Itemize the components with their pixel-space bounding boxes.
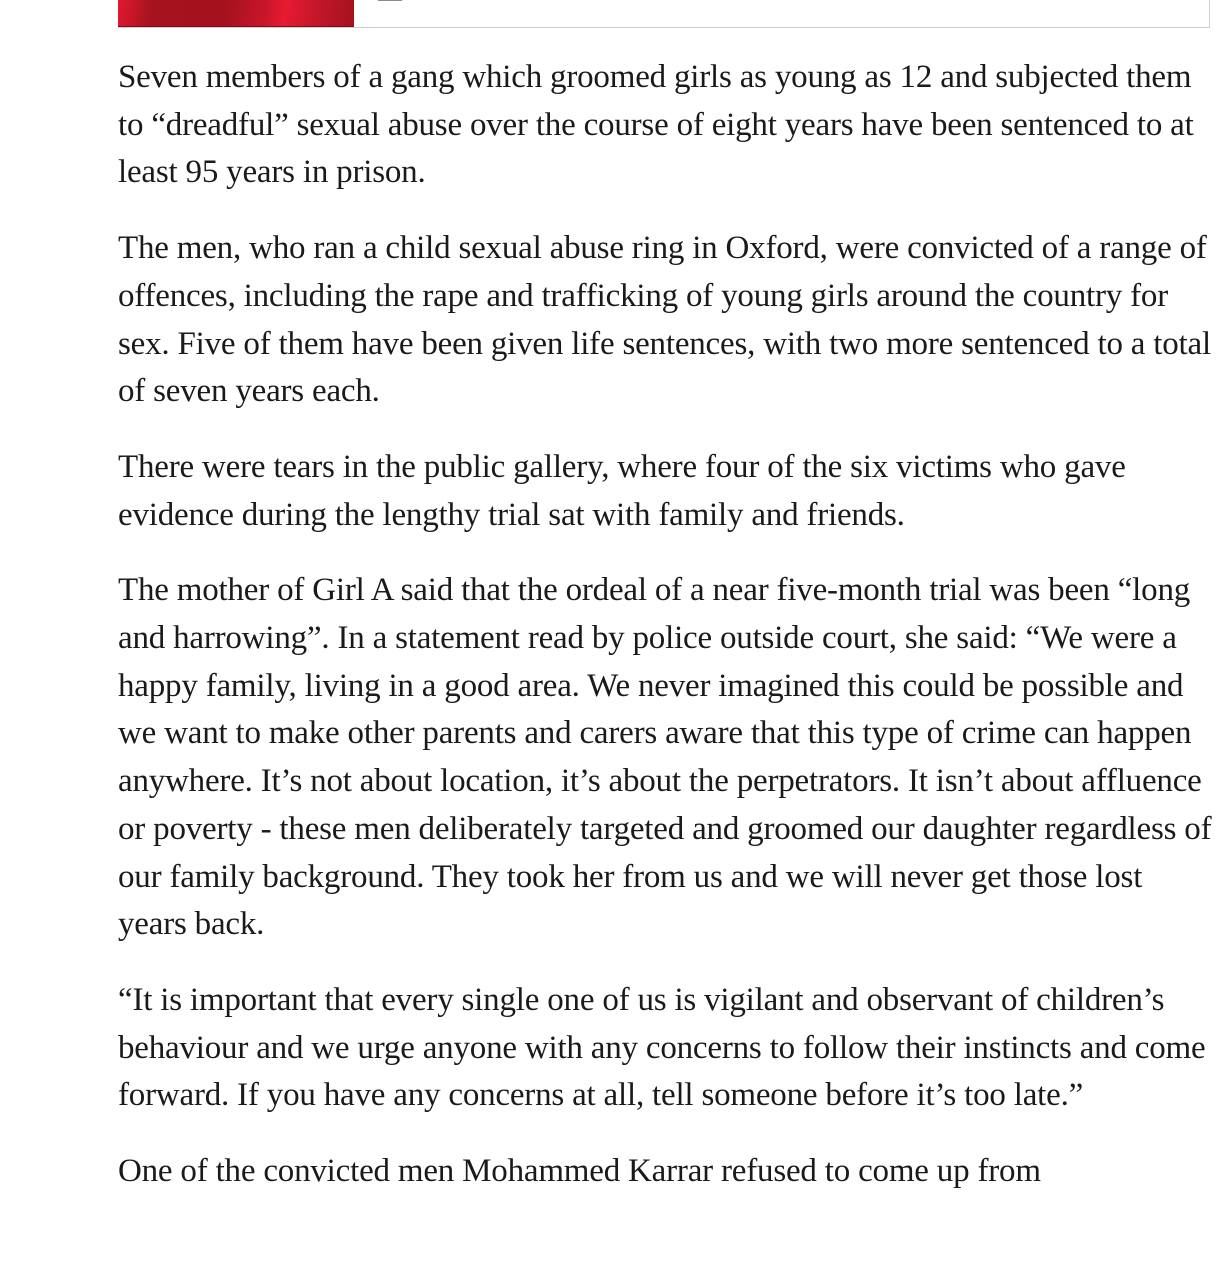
red-banner-image <box>118 0 354 27</box>
article-paragraph: The men, who ran a child sexual abuse ring in Oxford, were convicted of a range of offences, including the rape and trafficking of young girls around the country for sex. Five of them have been given life sentences, with two more sentenced to a total of seven years each. <box>118 230 1211 410</box>
article-paragraph: One of the convicted men Mohammed Karrar refused to come up from <box>118 1153 1041 1190</box>
article-paragraph: The mother of Girl A said that the ordeal of a near five-month trial was been “long and harrowing”. In a statement read by police outside court, she said: “We were a happy family, living in a good area. We never imagined this could be possible and we want to make other parents and carers aware that this type of crime can happen anywhere. It’s not about location, it’s about the perpetrators. It isn’t about affluence or poverty - these men deliberately targeted and groomed our daughter regardless of our family background. They took her from us and we will never get those lost years back. <box>118 572 1212 943</box>
article-paragraph: There were tears in the public gallery, where four of the six victims who gave evidence during the lengthy trial sat with family and friends. <box>118 448 1126 533</box>
article-paragraph: “It is important that every single one of us is vigilant and observant of children’s behaviour and we urge anyone with any concerns to follow their instincts and come forward. If you have any concerns at all, tell someone before it’s too late.” <box>118 981 1206 1114</box>
article-header-bar <box>118 0 1210 28</box>
article-paragraph: Seven members of a gang which groomed girls as young as 12 and subjected them to “dreadful” sexual abuse over the course of eight years have been sentenced to at least 95 years in prison. <box>118 59 1194 191</box>
article-body <box>118 54 1218 1224</box>
header-divider-mark <box>378 0 402 1</box>
